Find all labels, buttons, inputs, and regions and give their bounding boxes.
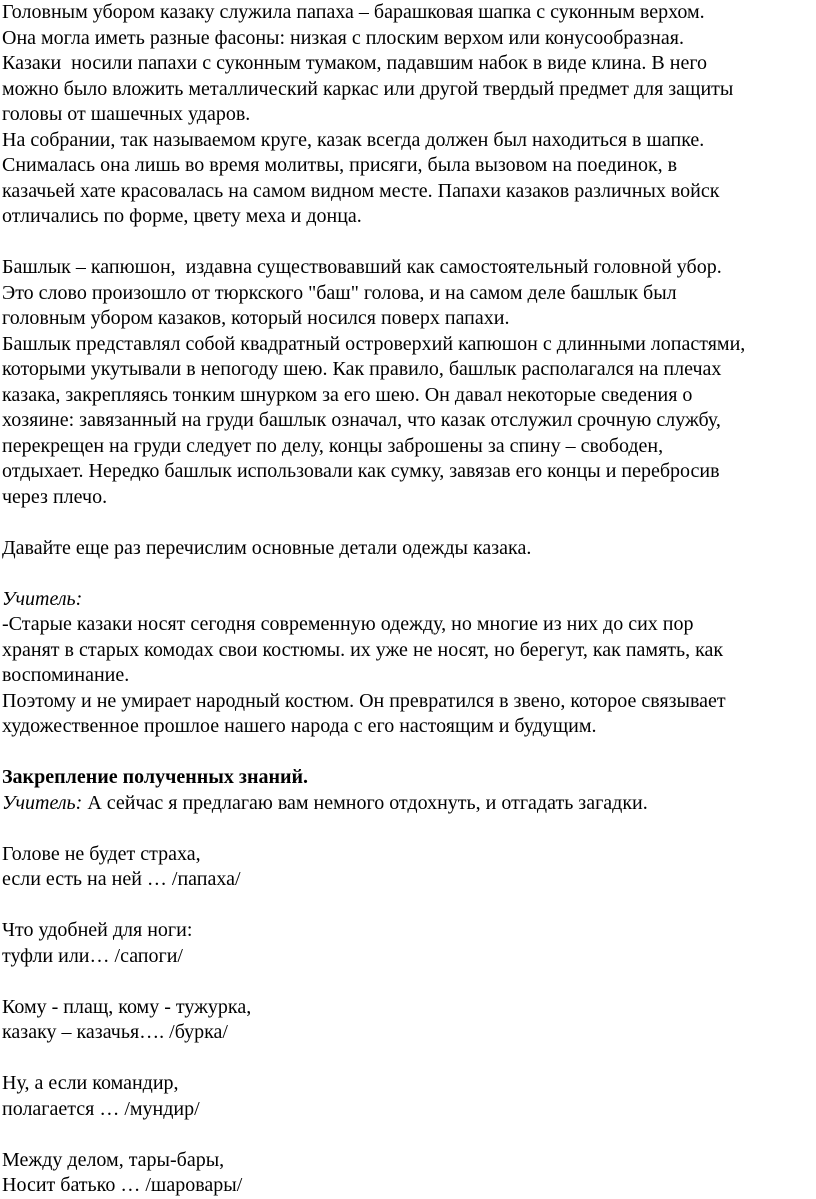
blank-line (2, 969, 814, 995)
text-line: через плечо. (2, 485, 108, 508)
riddle-answer-line: туфли или… /сапоги/ (2, 944, 183, 967)
text-line: можно было вложить металлический каркас или другой твердый предмет для защиты (2, 77, 734, 100)
text-line: хозяине: завязанный на груди башлык означал, что казак отслужил срочную службу, (2, 409, 721, 431)
text-line: На собрании, так называемом круге, казак всегда должен был находиться в шапке. (2, 128, 705, 151)
paragraph-teacher-speech (2, 612, 814, 740)
text-line: Это слово произошло от тюркского "баш" голова, и на самом деле башлык был (2, 281, 677, 304)
text-line: Казаки носили папахи с суконным тумаком, падавшим набок в виде клина. В него (2, 52, 708, 74)
blank-line (2, 1046, 814, 1072)
text-line: Поэтому и не умирает народный костюм. Он превратился в звено, которое связывает (2, 689, 726, 712)
paragraph-bashlyk (2, 255, 814, 510)
text-line: головы от шашечных ударов. (2, 103, 251, 125)
recap-sentence: Давайте еще раз перечислим основные детали одежды казака. (2, 536, 532, 559)
riddle (2, 918, 814, 969)
text-line: перекрещен на груди следует по делу, концы заброшены за спину – свободен, (2, 434, 664, 457)
riddle-answer-line: казаку – казачья…. /бурка/ (2, 1021, 228, 1043)
text-line: казака, закрепляясь тонким шнурком за его шею. Он давал некоторые сведения о (2, 383, 693, 406)
riddle-line: Ну, а если командир, (2, 1072, 179, 1094)
blank-line (2, 561, 814, 587)
riddle-answer-line: Носит батько … /шаровары/ (2, 1174, 243, 1196)
riddle-line: Между делом, тары-бары, (2, 1148, 225, 1171)
text-line: Башлык – капюшон, издавна существовавший как самостоятельный головной убор. (2, 256, 722, 278)
text-line: художественное прошлое нашего народа с его настоящим и будущим. (2, 715, 597, 737)
text-line: отличались по форме, цвету меха и донца. (2, 205, 362, 227)
text-line: воспоминание. (2, 664, 130, 686)
blank-line (2, 230, 814, 256)
riddle-answer-line: если есть на ней … /папаха/ (2, 868, 241, 890)
riddle (2, 842, 814, 893)
riddle-line: Голове не будет страха, (2, 842, 201, 865)
text-line: Головным убором казаку служила папаха – барашковая шапка с суконным верхом. (2, 1, 705, 23)
text-line: Снималась она лишь во время молитвы, присяги, была вызовом на поединок, в (2, 154, 678, 176)
blank-line (2, 816, 814, 842)
riddle (2, 995, 814, 1046)
riddle (2, 1071, 814, 1122)
blank-line (2, 893, 814, 919)
text-line: -Старые казаки носят сегодня современную одежду, но многие из них до сих пор (2, 613, 694, 635)
blank-line (2, 740, 814, 766)
blank-line (2, 510, 814, 536)
text-line: казачьей хате красовалась на самом видном месте. Папахи казаков различных войск (2, 179, 720, 202)
riddle-answer-line: полагается … /мундир/ (2, 1097, 200, 1120)
teacher-intro-text: А сейчас я предлагаю вам немного отдохнуть, и отгадать загадки. (82, 791, 648, 814)
text-line: хранят в старых комодах свои костюмы. их уже не носят, но берегут, как память, как (2, 638, 724, 661)
riddle-line: Кому - плащ, кому - тужурка, (2, 995, 252, 1018)
paragraph-papakha (2, 0, 814, 230)
teacher-intro-line (2, 791, 814, 817)
text-line: отдыхает. Нередко башлык использовали как сумку, завязав его концы и перебросив (2, 460, 720, 482)
document-page (2, 0, 814, 1199)
text-line: Она могла иметь разные фасоны: низкая с плоским верхом или конусообразная. (2, 26, 684, 49)
blank-line (2, 1122, 814, 1148)
section-heading: Закрепление полученных знаний. (2, 766, 309, 788)
text-line: Башлык представлял собой квадратный островерхий капюшон с длинными лопастями, (2, 332, 746, 355)
teacher-label: Учитель: (2, 791, 83, 814)
text-line: которыми укутывали в непогоду шею. Как правило, башлык располагался на плечах (2, 358, 722, 380)
text-line: головным убором казаков, который носился поверх папахи. (2, 307, 510, 329)
teacher-label: Учитель: (2, 587, 83, 610)
riddle-line: Что удобней для ноги: (2, 919, 193, 941)
riddle (2, 1148, 814, 1199)
